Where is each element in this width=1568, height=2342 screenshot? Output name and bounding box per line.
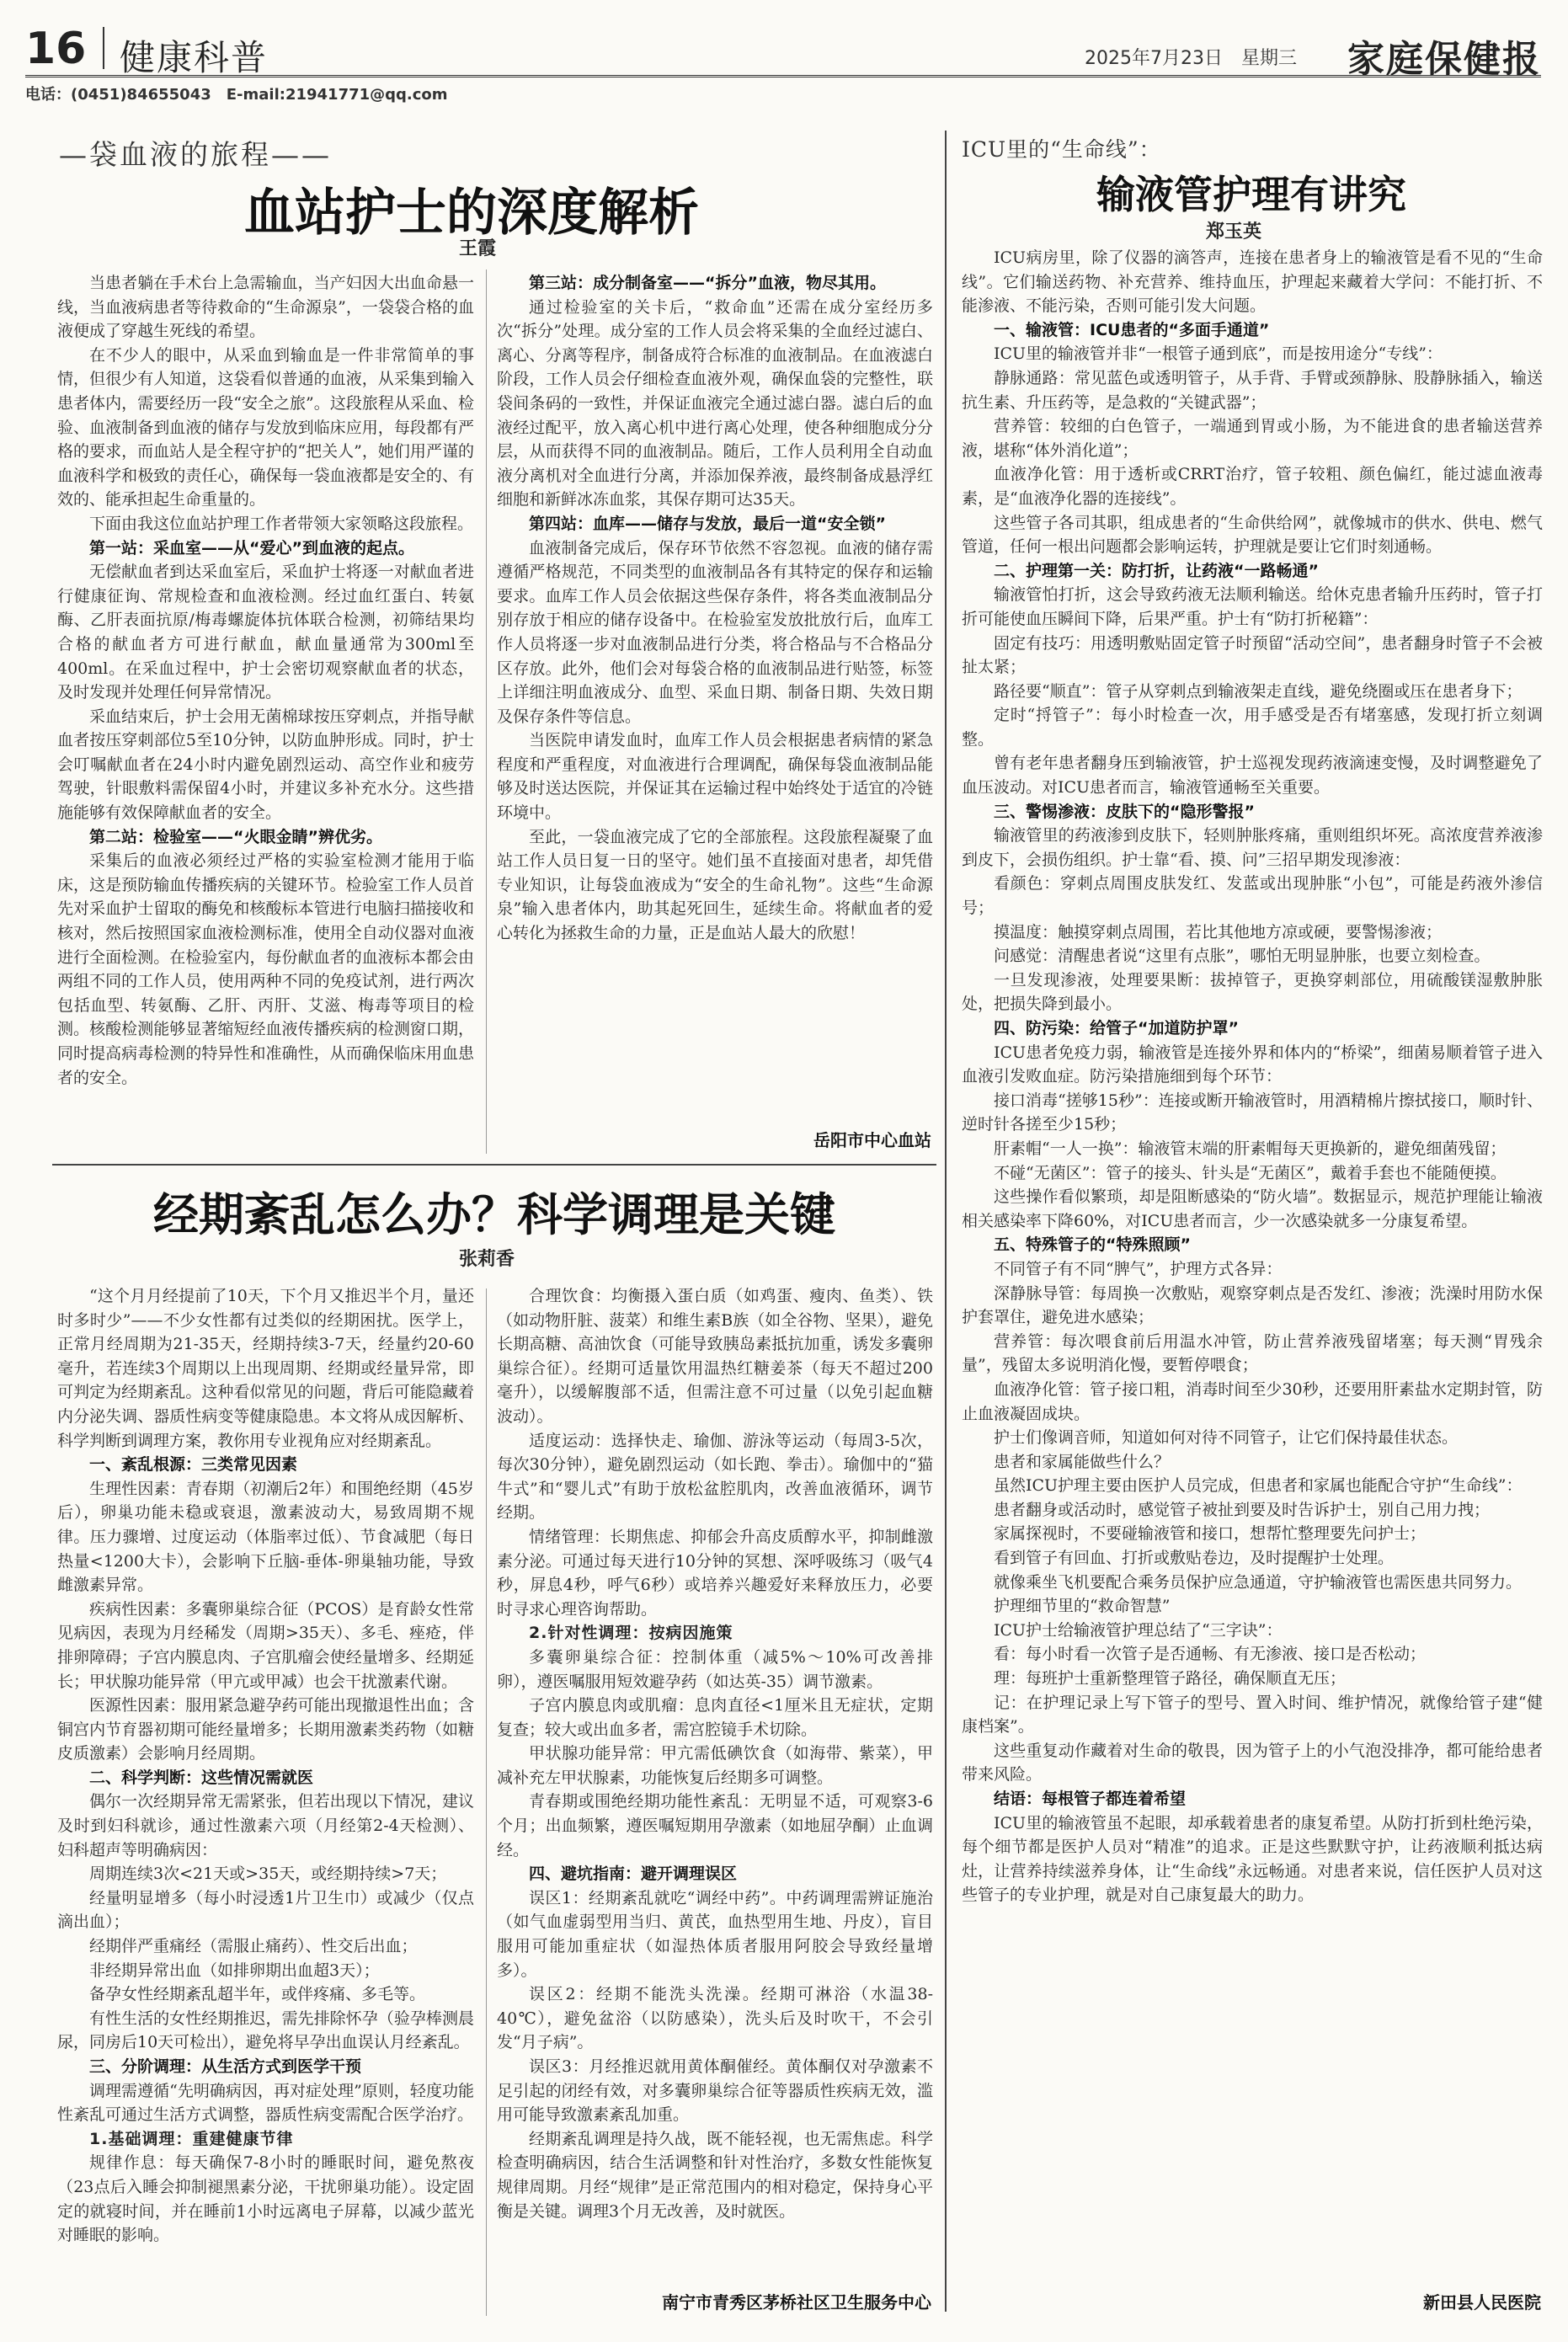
paragraph: 通过检验室的关卡后，“救命血”还需在成分室经历多次“拆分”处理。成分室的工作人员会将采集的全血经过滤白、离心、分离等程序，制备成符合标准的血液制品。在血液滤白阶段，工作人员会仔细检查血液外观，确保血袋的完整性，联袋间条码的一致性，并保证血液完全通过滤白器。滤白后的血液经过配平，放入离心机中进行离心处理，使各种细胞成分分层，从而获得不同的血液制品。随后，工作人员利用全自动血液分离机对全血进行分离，并添加保养液，最终制备成悬浮红细胞和新鲜冰冻血浆，其保存期可达35天。: [497, 297, 933, 509]
paragraph: 子宫内膜息肉或肌瘤：息肉直径<1厘米且无症状，定期复查；较大或出血多者，需宫腔镜手术切除。: [497, 1696, 933, 1739]
subheading: 四、防污染：给管子“加道防护罩”: [994, 1019, 1239, 1038]
publication-date: 2025年7月23日 星期三: [1085, 48, 1297, 69]
paragraph: 甲状腺功能异常：甲亢需低碘饮食（如海带、紫菜），甲减补充左甲状腺素，功能恢复后经期多可调整。: [497, 1744, 933, 1787]
paragraph: 当患者躺在手术台上急需输血，当产妇因大出血命悬一线，当血液病患者等待救命的“生命源泉”，一袋袋合格的血液便成了穿越生死线的希望。: [57, 274, 474, 341]
paragraph: 护理细节里的“救命智慧”: [994, 1597, 1171, 1616]
paragraph: ICU里的输液管虽不起眼，却承载着患者的康复希望。从防打折到杜绝污染，每个细节都是医护人员对“精准”的追求。正是这些默默守护，让药液顺利抵达病灶，让营养持续滋养身体，让“生命线”永远畅通。对患者来说，信任医护人员对这些管子的专业护理，就是对自己康复最大的助力。: [962, 1813, 1543, 1905]
paragraph: 疾病性因素：多囊卵巢综合征（PCOS）是育龄女性常见病因，表现为月经稀发（周期>35天）、多毛、痤疮，伴排卵障碍；子宫内膜息肉、子宫肌瘤会使经量增多、经期延长；甲状腺功能异常（甲亢或甲减）也会干扰激素代谢。: [57, 1599, 474, 1691]
paragraph: 调理需遵循“先明确病因，再对症处理”原则，轻度功能性紊乱可通过生活方式调整，器质性病变需配合医学治疗。: [57, 2081, 474, 2125]
subheading: 五、特殊管子的“特殊照顾”: [994, 1235, 1191, 1255]
paragraph: 周期连续3次<21天或>35天，或经期持续>7天；: [89, 1865, 447, 1884]
paragraph: 看颜色：穿刺点周围皮肤发红、发蓝或出现肿胀“小包”，可能是药液外渗信号；: [962, 874, 1543, 918]
paragraph: 患者翻身或活动时，感觉管子被扯到要及时告诉护士，别自己用力拽；: [994, 1500, 1491, 1519]
article-byline: 王霞: [459, 238, 497, 259]
subheading: 第二站：检验室——“火眼金睛”辨优劣。: [89, 827, 382, 846]
contact-line: 电话：(0451)84655043 E-mail:21941771@qq.com: [25, 86, 448, 104]
page-number: 16: [25, 24, 87, 74]
paragraph: 血液制备完成后，保存环节依然不容忽视。血液的储存需遵循严格规范，不同类型的血液制品各有其特定的保存和运输要求。血库工作人员会依据这些保存条件，将各类血液制品分别存放于相应的储存设备中。在检验室发放批放行后，血库工作人员将逐一步对血液制品进行分类，将合格品与不合格品分区存放。此外，他们会对每袋合格的血液制品进行贴签，标签上详细注明血液成分、血型、采血日期、制备日期、失效日期及保存条件等信息。: [497, 538, 933, 726]
paragraph: ICU患者免疫力弱，输液管是连接外界和体内的“桥梁”，细菌易顺着管子进入血液引发败血症。防污染措施细到每个环节：: [962, 1043, 1543, 1086]
paragraph: 有性生活的女性经期推迟，需先排除怀孕（验孕棒测晨尿，同房后10天可检出），避免将早孕出血误认月经紊乱。: [57, 2009, 474, 2052]
paragraph: 问感觉：清醒患者说“这里有点胀”，哪怕无明显肿胀，也要立刻检查。: [994, 947, 1491, 966]
paragraph: 青春期或围绝经期功能性紊乱：无明显不适，可观察3-6个月；出血频繁，遵医嘱短期用孕激素（如地屈孕酮）止血调经。: [497, 1792, 933, 1859]
paragraph: 在不少人的眼中，从采血到输血是一件非常简单的事情，但很少有人知道，这袋看似普通的血液，从采集到输入患者体内，需要经历一段“安全之旅”。这段旅程从采血、检验、血液制备到血液的储存与发放到临床应用，每段都有严格的要求，而血站人是全程守护的“把关人”，她们用严谨的血液科学和极致的责任心，确保每一袋血液都是安全的、有效的、能承担起生命重量的。: [57, 345, 474, 509]
paragraph: 生理性因素：青春期（初潮后2年）和围绝经期（45岁后），卵巢功能未稳或衰退，激素波动大，易致周期不规律。压力骤增、过度运动（体脂率过低）、节食减肥（每日热量<1200大卡），会影响下丘脑-垂体-卵巢轴功能，导致雌激素异常。: [57, 1479, 474, 1595]
paragraph: 看：每小时看一次管子是否通畅、有无渗液、接口是否松动；: [994, 1645, 1427, 1664]
paragraph: 静脉通路：常见蓝色或透明管子，从手背、手臂或颈静脉、股静脉插入，输送抗生素、升压药等，是急救的“关键武器”；: [962, 368, 1543, 412]
article-body-column: [57, 1284, 474, 2320]
paragraph: 这些管子各司其职，组成患者的“生命供给网”，就像城市的供水、供电、燃气管道，任何一根出问题都会影响运转，护理就是要让它们时刻通畅。: [962, 513, 1543, 557]
paragraph: 营养管：较细的白色管子，一端通到胃或小肠，为不能进食的患者输送营养液，堪称“体外消化道”；: [962, 417, 1543, 460]
inner-column-rule: [486, 1288, 487, 2316]
paragraph: 不同管子有不同“脾气”，护理方式各异：: [994, 1259, 1283, 1278]
paragraph: 家属探视时，不要碰输液管和接口，想帮忙整理要先问护士；: [994, 1524, 1427, 1544]
paragraph: 患者和家属能做些什么？: [994, 1452, 1171, 1471]
article-headline: 经期紊乱怎么办？科学调理是关键: [153, 1187, 835, 1241]
article-source: 岳阳市中心血站: [813, 1130, 931, 1150]
paragraph: 深静脉导管：每周换一次敷贴，观察穿刺点是否发红、渗液；洗澡时用防水保护套罩住，避免进水感染；: [962, 1283, 1543, 1327]
subheading: 二、科学判断：这些情况需就医: [89, 1768, 314, 1787]
paragraph: 输液管怕打折，这会导致药液无法顺利输送。给休克患者输升压药时，管子打折可能使血压瞬间下降，后果严重。护士有“防打折秘籍”：: [962, 585, 1543, 628]
paragraph: 理：每班护士重新整理管子路径，确保顺直无压；: [994, 1669, 1347, 1688]
subheading: 一、输液管：ICU患者的“多面手通道”: [994, 320, 1270, 339]
paragraph: 摸温度：触摸穿刺点周围，若比其他地方凉或硬，要警惕渗液；: [994, 922, 1443, 942]
paragraph: “这个月月经提前了10天，下个月又推迟半个月，量还时多时少”——不少女性都有过类似的经期困扰。医学上，正常月经周期为21-35天，经期持续3-7天，经量约20-60毫升，若连续3个周期以上出现周期、经期或经量异常，即可判定为经期紊乱。这种看似常见的问题，背后可能隐藏着内分泌失调、器质性病变等健康隐患。本文将从成因解析、科学判断到调理方案，教你用专业视角应对经期紊乱。: [57, 1287, 474, 1450]
paragraph: 至此，一袋血液完成了它的全部旅程。这段旅程凝聚了血站工作人员日复一日的坚守。她们虽不直接面对患者，却凭借专业知识，让每袋血液成为“安全的生命礼物”。这些“生命源泉”输入患者体内，助其起死回生，延续生命。将献血者的爱心转化为拯救生命的力量，正是血站人最大的欣慰！: [497, 827, 933, 943]
paragraph: 规律作息：每天确保7-8小时的睡眠时间，避免熬夜（23点后入睡会抑制褪黑素分泌，干扰卵巢功能）。设定固定的就寝时间，并在睡前1小时远离电子屏幕，以减少蓝光对睡眠的影响。: [57, 2153, 474, 2245]
article-body-column: [497, 271, 933, 1105]
paragraph: ICU护士给输液管护理总结了“三字诀”：: [994, 1620, 1283, 1640]
article-divider: [52, 1164, 936, 1166]
subheading: 一、紊乱根源：三类常见因素: [89, 1455, 298, 1475]
paragraph: 误区3：月经推迟就用黄体酮催经。黄体酮仅对孕激素不足引起的闭经有效，对多囊卵巢综合征等器质性疾病无效，滥用可能导致激素紊乱加重。: [497, 2057, 933, 2125]
paragraph: 经期紊乱调理是持久战，既不能轻视，也无需焦虑。科学检查明确病因，结合生活调整和针对性治疗，多数女性能恢复规律周期。月经“规律”是正常范围内的相对稳定，保持身心平衡是关键。调理3个月无改善，及时就医。: [497, 2129, 933, 2221]
paragraph: 输液管里的药液渗到皮肤下，轻则肿胀疼痛，重则组织坏死。高浓度营养液渗到皮下，会损伤组织。护士靠“看、摸、问”三招早期发现渗液：: [962, 826, 1543, 869]
paragraph: 虽然ICU护理主要由医护人员完成，但患者和家属也能配合守护“生命线”：: [994, 1476, 1523, 1496]
subheading: 第一站：采血室——从“爱心”到血液的起点。: [89, 538, 414, 557]
paragraph: 情绪管理：长期焦虑、抑郁会升高皮质醇水平，抑制雌激素分泌。可通过每天进行10分钟的冥想、深呼吸练习（吸气4秒，屏息4秒，呼气6秒）或培养兴趣爱好来释放压力，必要时寻求心理咨询帮助。: [497, 1527, 933, 1619]
article-source: 南宁市青秀区茅桥社区卫生服务中心: [662, 2292, 931, 2313]
article-byline: 张莉香: [459, 1249, 515, 1270]
paragraph: 偶尔一次经期异常无需紧张，但若出现以下情况，建议及时到妇科就诊，通过性激素六项（月经第2-4天检测）、妇科超声等明确病因：: [57, 1792, 474, 1859]
paragraph: ICU里的输液管并非“一根管子通到底”，而是按用途分“专线”：: [994, 344, 1443, 364]
paragraph: 采集后的血液必须经过严格的实验室检测才能用于临床，这是预防输血传播疾病的关键环节。检验室工作人员首先对采血护士留取的酶免和核酸标本管进行电脑扫描接收和核对，然后按照国家血液检测标准，使用全自动仪器对血液进行全面检测。在检验室内，每份献血者的血液标本都会由两组不同的工作人员，使用两种不同的免疫试剂，进行两次包括血型、转氨酶、乙肝、丙肝、艾滋、梅毒等项目的检测。核酸检测能够显著缩短经血液传播疾病的检测窗口期，同时提高病毒检测的特异性和准确性，从而确保临床用血患者的安全。: [57, 851, 474, 1087]
paragraph: 这些操作看似繁琐，却是阻断感染的“防火墙”。数据显示，规范护理能让输液相关感染率下降60%，对ICU患者而言，少一次感染就多一分康复希望。: [962, 1187, 1543, 1230]
article-body-column: [962, 246, 1543, 2284]
subheading: 1.基础调理：重建健康节律: [89, 2129, 294, 2148]
paragraph: 采血结束后，护士会用无菌棉球按压穿刺点，并指导献血者按压穿刺部位5至10分钟，以防血肿形成。同时，护士会叮嘱献血者在24小时内避免剧烈运动、高空作业和疲劳驾驶，针眼敷料需保留4小时，并建议多补充水分。这些措施能够有效保障献血者的安全。: [57, 707, 474, 823]
masthead: [25, 19, 1541, 81]
paragraph: 多囊卵巢综合征：控制体重（减5%～10%可改善排卵），遵医嘱服用短效避孕药（如达英-35）调节激素。: [497, 1647, 933, 1691]
paragraph: 合理饮食：均衡摄入蛋白质（如鸡蛋、瘦肉、鱼类）、铁（如动物肝脏、菠菜）和维生素B族（如全谷物、坚果），避免长期高糖、高油饮食（可能导致胰岛素抵抗加重，诱发多囊卵巢综合征）。经期可适量饮用温热红糖姜茶（每天不超过200毫升），以缓解腹部不适，但需注意不可过量（以免引起血糖波动）。: [497, 1287, 933, 1426]
paragraph: 无偿献血者到达采血室后，采血护士将逐一对献血者进行健康征询、常规检查和血液检测。经过血红蛋白、转氨酶、乙肝表面抗原/梅毒螺旋体抗体联合检测，初筛结果均合格的献血者方可进行献血，献血量通常为300ml至400ml。在采血过程中，护士会密切观察献血者的状态，及时发现并处理任何异常情况。: [57, 563, 474, 702]
paragraph: 医源性因素：服用紧急避孕药可能出现撤退性出血；含铜宫内节育器初期可能经量增多；长期用激素类药物（如糖皮质激素）会影响月经周期。: [57, 1696, 474, 1763]
subheading: 二、护理第一关：防打折，让药液“一路畅通”: [994, 561, 1319, 580]
paragraph: 一旦发现渗液，处理要果断：拔掉管子，更换穿刺部位，用硫酸镁湿敷肿胀处，把损失降到最小。: [962, 970, 1543, 1014]
paragraph: 血液净化管：用于透析或CRRT治疗，管子较粗、颜色偏红，能过滤血液毒素，是“血液净化器的连接线”。: [962, 465, 1543, 508]
masthead-divider: [103, 27, 104, 69]
paragraph: 接口消毒“搓够15秒”：连接或断开输液管时，用酒精棉片擦拭接口，顺时针、逆时针各搓至少15秒；: [962, 1091, 1543, 1134]
subheading: 2.针对性调理：按病因施策: [529, 1624, 733, 1643]
paragraph: ICU病房里，除了仪器的滴答声，连接在患者身上的输液管是看不见的“生命线”。它们输送药物、补充营养、维持血压，护理起来藏着大学问：不能打折、不能渗液、不能污染，否则可能引发大问题。: [962, 248, 1543, 316]
paragraph: 误区1：经期紊乱就吃“调经中药”。中药调理需辨证施治（如气血虚弱型用当归、黄芪，血热型用生地、丹皮），盲目服用可能加重症状（如湿热体质者服用阿胶会导致经量增多）。: [497, 1888, 933, 1980]
paragraph: 路径要“顺直”：管子从穿刺点到输液架走直线，避免绕圈或压在患者身下；: [994, 681, 1523, 701]
article-kicker: ICU里的“生命线”：: [962, 137, 1161, 162]
paragraph: 适度运动：选择快走、瑜伽、游泳等运动（每周3-5次，每次30分钟），避免剧烈运动（如长跑、拳击）。瑜伽中的“猫牛式”和“婴儿式”有助于放松盆腔肌肉，改善血液循环，调节经期。: [497, 1431, 933, 1523]
paragraph: 护士们像调音师，知道如何对待不同管子，让它们保持最佳状态。: [994, 1428, 1459, 1448]
subheading: 结语：每根管子都连着希望: [994, 1790, 1187, 1808]
paragraph: 误区2：经期不能洗头洗澡。经期可淋浴（水温38-40℃），避免盆浴（以防感染），洗头后及时吹干，不会引发“月子病”。: [497, 1985, 933, 2052]
paragraph: 经期伴严重痛经（需服止痛药）、性交后出血；: [89, 1937, 418, 1956]
inner-column-rule: [486, 269, 487, 1154]
article-kicker: —袋血液的旅程——: [59, 138, 332, 171]
paragraph: 这些重复动作藏着对生命的敬畏，因为管子上的小气泡没排净，都可能给患者带来风险。: [962, 1741, 1543, 1785]
paragraph: 看到管子有回血、打折或敷贴卷边，及时提醒护士处理。: [994, 1549, 1395, 1568]
paragraph: 备孕女性经期紊乱超半年，或伴疼痛、多毛等。: [89, 1985, 426, 2004]
subheading: 三、分阶调理：从生活方式到医学干预: [89, 2057, 362, 2076]
paragraph: 定时“捋管子”：每小时检查一次，用手感受是否有堵塞感，发现打折立刻调整。: [962, 706, 1543, 749]
paragraph: 不碰“无菌区”：管子的接头、针头是“无菌区”，戴着手套也不能随便摸。: [994, 1163, 1507, 1182]
newspaper-name: 家庭保健报: [1347, 38, 1541, 81]
paragraph: 经量明显增多（每小时浸透1片卫生巾）或减少（仅点滴出血）；: [57, 1888, 474, 1932]
paragraph: 营养管：每次喂食前后用温水冲管，防止营养液残留堵塞；每天测“胃残余量”，残留太多说明消化慢，要暂停喂食；: [962, 1331, 1543, 1375]
paragraph: 曾有老年患者翻身压到输液管，护士巡视发现药液滴速变慢，及时调整避免了血压波动。对ICU患者而言，输液管通畅至关重要。: [962, 754, 1543, 798]
paragraph: 就像乘坐飞机要配合乘务员保护应急通道，守护输液管也需医患共同努力。: [994, 1572, 1523, 1592]
article-body-column: [57, 271, 474, 1155]
paragraph: 记：在护理记录上写下管子的型号、置入时间、维护情况，就像给管子建“健康档案”。: [962, 1693, 1543, 1736]
paragraph: 固定有技巧：用透明敷贴固定管子时预留“活动空间”，患者翻身时管子不会被扯太紧；: [962, 633, 1543, 677]
paragraph: 下面由我这位血站护理工作者带领大家领略这段旅程。: [89, 514, 474, 533]
article-headline: 输液管护理有讲究: [1096, 172, 1406, 217]
article-source: 新田县人民医院: [1423, 2292, 1541, 2313]
subheading: 四、避坑指南：避开调理误区: [529, 1865, 738, 1884]
column-divider: [945, 131, 947, 2312]
paragraph: 血液净化管：管子接口粗，消毒时间至少30秒，还要用肝素盐水定期封管，防止血液凝固成块。: [962, 1379, 1543, 1423]
subheading: 第三站：成分制备室——“拆分”血液，物尽其用。: [529, 274, 886, 292]
article-body-column: [497, 1284, 933, 2278]
paragraph: 肝素帽“一人一换”：输液管末端的肝素帽每天更换新的，避免细菌残留；: [994, 1139, 1507, 1158]
paragraph: 当医院申请发血时，血库工作人员会根据患者病情的紧急程度和严重程度，对血液进行合理调配，确保每袋血液制品能够及时送达医院，并保证其在运输过程中始终处于适宜的冷链环境中。: [497, 731, 933, 823]
subheading: 第四站：血库——储存与发放，最后一道“安全锁”: [529, 514, 886, 533]
article-headline: 血站护士的深度解析: [244, 184, 699, 243]
article-byline: 郑玉英: [1206, 221, 1262, 243]
section-name: 健康科普: [120, 37, 269, 78]
subheading: 三、警惕渗液：皮肤下的“隐形警报”: [994, 802, 1255, 821]
paragraph: 非经期异常出血（如排卵期出血超3天）；: [89, 1961, 380, 1980]
